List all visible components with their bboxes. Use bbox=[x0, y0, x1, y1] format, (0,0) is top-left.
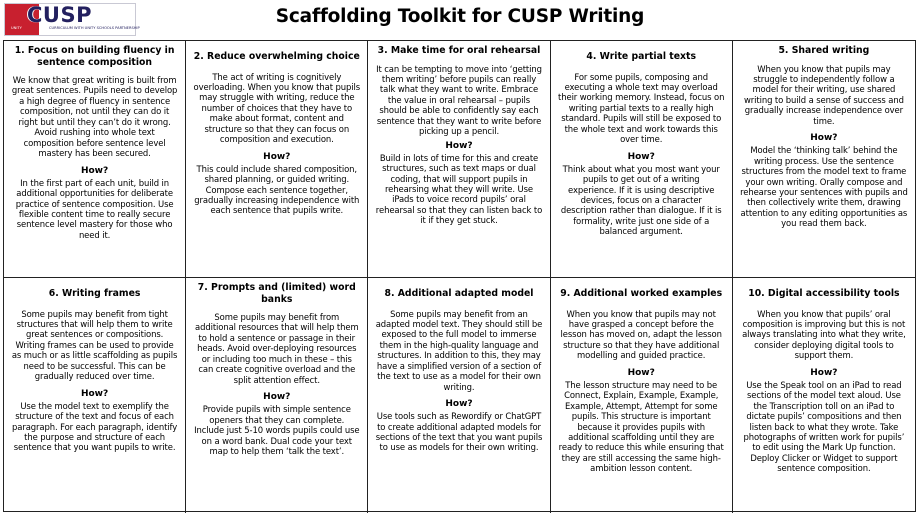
card-title: 1. Focus on building fluency in sentence composition bbox=[14, 45, 175, 68]
header bbox=[0, 0, 920, 38]
toolkit-card-3 bbox=[368, 41, 550, 278]
how-heading: How? bbox=[627, 367, 655, 378]
card-how-text: In the first part of each unit, build in additional opportunities for deliberate practice of sentence composition. Use flexible content time to really secure sentence level mastery for those who need it. bbox=[15, 177, 174, 240]
toolkit-card-6 bbox=[4, 278, 186, 513]
card-how-text: This could include shared composition, shared planning, or guided writing. Compose each sentence together, gradually increasing independence with each sentence that pupils write. bbox=[194, 163, 360, 216]
card-title: 8. Additional adapted model bbox=[384, 288, 534, 299]
toolkit-card-5 bbox=[733, 41, 915, 278]
card-title: 7. Prompts and (limited) word banks bbox=[197, 282, 356, 305]
card-how-text: Use the Speak tool on an iPad to read sections of the model text aloud. Use the Transcription toll on an iPad to dictate pupils’ compositions and then listen back to what they wrote. Take photographs of written work for pupils’ to edit using the Mark Up function. Deploy Clicker or Widget to support sentence composition. bbox=[743, 379, 905, 474]
how-heading: How? bbox=[80, 388, 109, 399]
card-title: 3. Make time for oral rehearsal bbox=[377, 45, 541, 56]
logo-sub-left: UNITY bbox=[11, 26, 22, 30]
toolkit-card-8 bbox=[368, 278, 550, 513]
card-body: When you know that pupils may struggle to independently follow a model for their writing, use shared writing to build a sense of success and gradually increase independence over time. bbox=[743, 63, 904, 126]
card-how-text: Think about what you most want your pupils to get out of a writing experience. If it is using descriptive devices, focus on a character description rather than dialogue. If it is formality, write just one side of a balanced argument. bbox=[560, 163, 722, 237]
card-body: For some pupils, composing and executing a whole text may overload their working memory. Instead, focus on writing partial texts to a really high standard. Pupils will still be exposed to the whole text and work towards this over time. bbox=[558, 71, 725, 145]
card-body: It can be tempting to move into ‘getting them writing’ before pupils can really talk what they want to write. Embrace the value in oral rehearsal – pupils should be able to confidently say each sentence that they want to write before picking up a pencil. bbox=[376, 63, 542, 137]
card-body: When you know that pupils may not have grasped a concept before the lesson has moved on, adapt the lesson structure so that they have additional modelling and guided practice. bbox=[560, 308, 722, 361]
card-how-text: Use tools such as Rewordify or ChatGPT to create additional adapted models for sections of the text that you want pupils to use as models for their own writing. bbox=[375, 411, 543, 453]
how-heading: How? bbox=[263, 151, 291, 162]
card-body: Some pupils may benefit from tight structures that will help them to write great sentences or compositions. Writing frames can be used to provide as much or as little scaffolding as pupils need to be successful. This can be gradually reduced over time. bbox=[11, 308, 178, 382]
card-title: 5. Shared writing bbox=[778, 45, 870, 56]
card-how-text: Provide pupils with simple sentence openers that they can complete. Include just 5-10 words pupils could use on a word bank. Dual code your text map to help them ‘talk the text’. bbox=[194, 404, 360, 456]
logo-subtitle: CURRICULUM WITH UNITY SCHOOLS PARTNERSHIP bbox=[49, 26, 140, 30]
card-body: The act of writing is cognitively overloading. When you know that pupils may struggle with writing, reduce the number of choices that they have to make about format, content and structure so that they can focus on composition and execution. bbox=[193, 71, 361, 145]
how-heading: How? bbox=[445, 399, 473, 410]
card-how-text: The lesson structure may need to be Connect, Explain, Example, Example, Example, Attempt, Attempt for some pupils. This structure is important because it provides pupils with additional scaffolding until they are ready to reduce this while ensuring that they are still accessing the same high-ambition lesson content. bbox=[558, 379, 724, 474]
page-title: Scaffolding Toolkit for CUSP Writing bbox=[275, 6, 645, 27]
how-heading: How? bbox=[627, 151, 655, 162]
how-heading: How? bbox=[810, 367, 838, 378]
toolkit-card-4 bbox=[551, 41, 733, 278]
toolkit-card-2 bbox=[186, 41, 368, 278]
toolkit-grid bbox=[3, 40, 916, 512]
card-body: Some pupils may benefit from an adapted model text. They should still be exposed to the full model to immerse them in the high-quality language and structures. In addition to this, they may have a simplified version of a section of the text to use as a model for their own writing. bbox=[375, 308, 543, 392]
card-title: 4. Write partial texts bbox=[586, 51, 697, 62]
toolkit-card-7 bbox=[186, 278, 368, 513]
toolkit-card-1 bbox=[4, 41, 186, 278]
card-body: We know that great writing is built from great sentences. Pupils need to develop a high degree of fluency in sentence composition, not until they can do it right but until they can’t do it wrong. Avoid rushing into whole text composition before sentence level mastery has been secured. bbox=[11, 75, 178, 159]
card-title: 6. Writing frames bbox=[48, 288, 141, 299]
card-body: Some pupils may benefit from additional resources that will help them to hold a sentence or passage in their heads. Avoid over-deploying resources or including too much in these – this can create cognitive overload and the split attention effect. bbox=[195, 312, 359, 385]
how-heading: How? bbox=[810, 133, 838, 144]
card-how-text: Model the ‘thinking talk’ behind the writing process. Use the sentence structures from the model text to frame your own writing. Orally compose and rehearse your sentences with pupils and then collectively write them, drawing attention to any editing opportunities as you read them back. bbox=[740, 145, 908, 229]
card-how-text: Build in lots of time for this and create structures, such as text maps or dual coding, that will support pupils in rehearsing what they will write. Use iPads to voice record pupils’ oral rehearsal so that they can listen back to it if they get stuck. bbox=[375, 152, 543, 226]
toolkit-card-9 bbox=[551, 278, 733, 513]
card-title: 10. Digital accessibility tools bbox=[748, 288, 900, 299]
logo-wordmark: CUSP bbox=[27, 3, 92, 27]
how-heading: How? bbox=[445, 140, 473, 151]
card-body: When you know that pupils’ oral composition is improving but this is not always translating into what they write, consider deploying digital tools to support them. bbox=[742, 308, 906, 361]
card-how-text: Use the model text to exemplify the structure of the text and focus of each paragraph. For each paragraph, identify the purpose and structure of each sentence that you want pupils to write. bbox=[12, 400, 178, 453]
card-title: 2. Reduce overwhelming choice bbox=[193, 51, 360, 62]
toolkit-card-10 bbox=[733, 278, 915, 513]
card-title: 9. Additional worked examples bbox=[560, 288, 723, 299]
how-heading: How? bbox=[80, 165, 109, 176]
how-heading: How? bbox=[263, 392, 291, 403]
